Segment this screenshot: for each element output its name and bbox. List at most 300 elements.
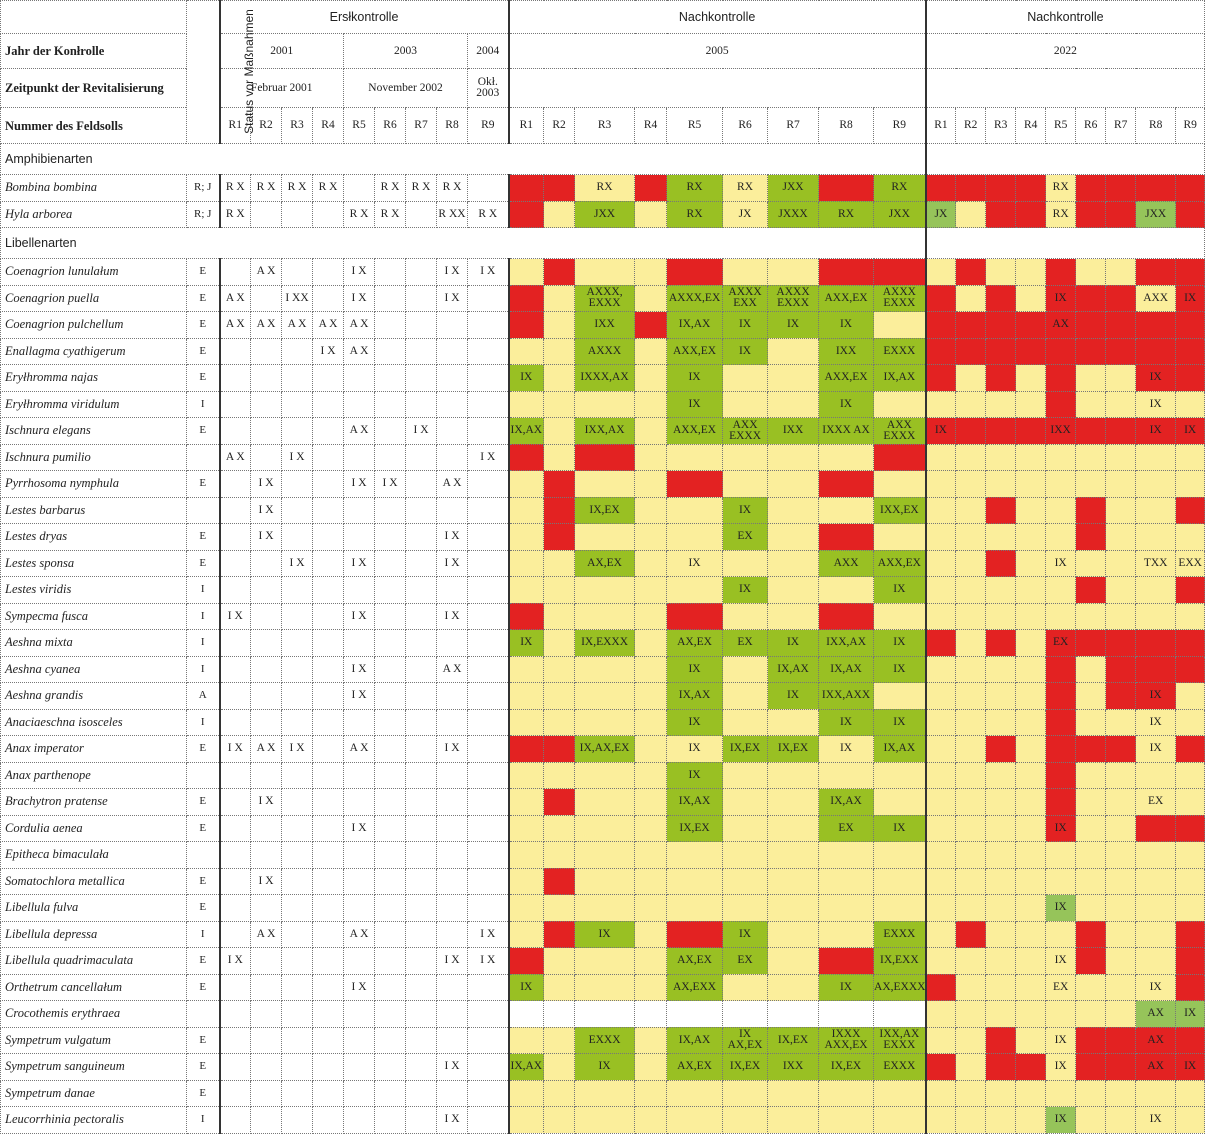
species-row-orthetrum-cancella-um [1,974,1205,1001]
erst-cell-r8 [437,842,468,869]
n2022-cell-r9 [1176,789,1205,816]
n2005-cell-r9: JXX [874,201,926,228]
n2022-cell-r2 [956,312,986,339]
erst-cell-r4 [313,709,344,736]
n2005-cell-r5 [667,444,723,471]
n2022-cell-r9: IX [1176,1054,1205,1081]
erst-cell-r1 [220,1027,251,1054]
erst-cell-r2 [251,1080,282,1107]
erst-cell-r8 [437,895,468,922]
table-body [1,144,1205,1134]
n2022-cell-r4 [1016,1001,1046,1028]
erst-cell-r1 [220,577,251,604]
erst-cell-r7 [406,948,437,975]
n2005-cell-r5: AX,EXX [667,974,723,1001]
erst-cell-r9: I X [468,259,509,286]
n2005-cell-r2 [544,630,575,657]
species-name: Brachytron pratense [1,789,187,816]
n2022-cell-r2 [956,524,986,551]
erst-cell-r4 [313,630,344,657]
year-2001: 2001 [220,34,344,69]
n2022-cell-r5 [1046,524,1076,551]
n2022-cell-r6 [1076,842,1106,869]
n2005-cell-r7 [768,497,819,524]
n2022-cell-r2 [956,391,986,418]
n2022-cell-r1: IX [926,418,956,445]
n2005-cell-r2 [544,974,575,1001]
n2005-cell-r4 [635,524,667,551]
erst-cell-r4: R X [313,175,344,202]
erst-cell-r4 [313,789,344,816]
n2005-cell-r6 [723,974,768,1001]
n2022-cell-r2 [956,259,986,286]
n2022-cell-r9 [1176,312,1205,339]
n2005-cell-r9: EXXX [874,338,926,365]
erst-cell-r6 [375,683,406,710]
n2005-cell-r2 [544,577,575,604]
n2022-cell-r5 [1046,365,1076,392]
erst-cell-r1 [220,789,251,816]
n2022-cell-r5 [1046,444,1076,471]
n2022-cell-r5: IX [1046,815,1076,842]
erst-cell-r5 [344,709,375,736]
erst-cell-r5: I X [344,550,375,577]
erst-cell-r6: I X [375,471,406,498]
n2022-cell-r4 [1016,1027,1046,1054]
n2005-cell-r9: IX [874,815,926,842]
erst-cell-r9 [468,842,509,869]
species-row-bombina-bombina [1,175,1205,202]
site-header-n2022-r7: R7 [1106,108,1136,144]
erst-cell-r1 [220,815,251,842]
erst-cell-r3: I X [282,444,313,471]
erst-cell-r3: I X [282,550,313,577]
erst-cell-r5: A X [344,921,375,948]
n2005-cell-r8: IX,AX [819,656,874,683]
n2022-cell-r1 [926,391,956,418]
erst-cell-r8: A X [437,656,468,683]
n2022-cell-r1 [926,471,956,498]
n2005-cell-r7: AXXX EXXX [768,285,819,312]
n2005-cell-r6: IX AX,EX [723,1027,768,1054]
n2022-cell-r9 [1176,1107,1205,1134]
status-cell [187,444,220,471]
n2022-cell-r9 [1176,175,1205,202]
n2005-cell-r9: IX [874,656,926,683]
species-name: Pyrrhosoma nymphula [1,471,187,498]
n2005-cell-r2 [544,338,575,365]
erst-cell-r6 [375,285,406,312]
n2005-cell-r3 [575,444,635,471]
n2022-cell-r4 [1016,550,1046,577]
n2005-cell-r7: IX [768,312,819,339]
group-erstkontrolle: Ersłkontrolle [220,1,509,34]
site-header-n2005-r3: R3 [575,108,635,144]
n2005-cell-r4 [635,736,667,763]
erst-cell-r6 [375,444,406,471]
n2022-cell-r5 [1046,497,1076,524]
n2022-cell-r3 [986,1080,1016,1107]
n2005-cell-r8 [819,497,874,524]
n2022-cell-r6 [1076,630,1106,657]
n2022-cell-r4 [1016,312,1046,339]
erst-cell-r2 [251,895,282,922]
species-name: Sympetrum sanguineum [1,1054,187,1081]
n2005-cell-r1: IX [509,630,544,657]
n2022-cell-r2 [956,683,986,710]
n2005-cell-r8 [819,895,874,922]
erst-cell-r9 [468,1080,509,1107]
n2005-cell-r6: RX [723,175,768,202]
n2005-cell-r4 [635,683,667,710]
n2005-cell-r4 [635,709,667,736]
n2022-cell-r3 [986,175,1016,202]
species-row-somatochlora-metallica [1,868,1205,895]
n2005-cell-r7 [768,338,819,365]
n2005-cell-r3 [575,577,635,604]
erst-cell-r4 [313,656,344,683]
n2022-cell-r6 [1076,789,1106,816]
n2022-cell-r8 [1136,471,1176,498]
n2022-cell-r3 [986,365,1016,392]
n2022-cell-r2 [956,1080,986,1107]
status-cell [187,842,220,869]
n2005-cell-r7 [768,868,819,895]
n2022-cell-r3 [986,577,1016,604]
n2005-cell-r5: IX,EX [667,815,723,842]
n2022-cell-r5 [1046,656,1076,683]
n2005-cell-r8 [819,175,874,202]
n2005-cell-r8: IX [819,391,874,418]
n2022-cell-r4 [1016,948,1046,975]
n2022-cell-r5 [1046,259,1076,286]
n2005-cell-r9 [874,842,926,869]
erst-cell-r6 [375,762,406,789]
n2022-cell-r4 [1016,709,1046,736]
n2022-cell-r5: IX [1046,1027,1076,1054]
date-okt-2003: Okł. 2003 [468,69,509,108]
erst-cell-r8: A X [437,471,468,498]
status-cell: E [187,418,220,445]
erst-cell-r2: I X [251,524,282,551]
erst-cell-r5 [344,762,375,789]
n2022-cell-r3 [986,736,1016,763]
erst-cell-r1: I X [220,948,251,975]
erst-cell-r5 [344,895,375,922]
erst-cell-r7 [406,868,437,895]
erst-cell-r3 [282,868,313,895]
n2005-cell-r8: IX [819,736,874,763]
n2022-cell-r6 [1076,974,1106,1001]
n2022-cell-r8 [1136,524,1176,551]
n2022-cell-r6 [1076,312,1106,339]
n2005-cell-r1 [509,391,544,418]
n2005-cell-r4 [635,603,667,630]
erst-cell-r3 [282,577,313,604]
erst-cell-r1: R X [220,175,251,202]
n2005-cell-r6: IX [723,497,768,524]
status-cell: I [187,709,220,736]
erst-cell-r4 [313,921,344,948]
n2022-cell-r6 [1076,365,1106,392]
n2005-cell-r1 [509,285,544,312]
n2022-cell-r5: IX [1046,895,1076,922]
n2022-cell-r5: AX [1046,312,1076,339]
n2005-cell-r2 [544,418,575,445]
n2022-cell-r8: IX [1136,709,1176,736]
erst-cell-r2 [251,201,282,228]
n2022-cell-r2 [956,974,986,1001]
n2005-cell-r7: IX,EX [768,1027,819,1054]
date-november-2002: November 2002 [344,69,468,108]
n2005-cell-r3 [575,789,635,816]
erst-cell-r9 [468,815,509,842]
n2005-cell-r5 [667,577,723,604]
erst-cell-r5: I X [344,683,375,710]
n2005-cell-r6: AXXX EXX [723,285,768,312]
erst-cell-r7 [406,1054,437,1081]
n2022-cell-r5 [1046,921,1076,948]
site-header-n2022-r8: R8 [1136,108,1176,144]
n2022-cell-r6 [1076,418,1106,445]
status-cell: R; J [187,175,220,202]
n2022-cell-r5 [1046,762,1076,789]
erst-cell-r3: I X [282,736,313,763]
site-header-n2022-r5: R5 [1046,108,1076,144]
n2005-cell-r9 [874,1107,926,1134]
n2005-cell-r7 [768,948,819,975]
n2005-cell-r7 [768,444,819,471]
n2005-cell-r3: IX,AX,EX [575,736,635,763]
erst-cell-r7 [406,259,437,286]
n2022-cell-r7 [1106,259,1136,286]
erst-cell-r8 [437,365,468,392]
species-row-lestes-barbarus [1,497,1205,524]
erst-cell-r8 [437,391,468,418]
erst-cell-r9: I X [468,948,509,975]
erst-cell-r6 [375,630,406,657]
date-februar-2001: Februar 2001 [220,69,344,108]
n2005-cell-r1 [509,1080,544,1107]
erst-cell-r1 [220,868,251,895]
erst-cell-r6: R X [375,175,406,202]
n2005-cell-r6 [723,391,768,418]
n2022-cell-r3 [986,815,1016,842]
n2022-cell-r8 [1136,338,1176,365]
erst-cell-r5 [344,1054,375,1081]
n2005-cell-r8 [819,1001,874,1028]
n2022-cell-r3 [986,948,1016,975]
n2005-cell-r3 [575,948,635,975]
n2005-cell-r2 [544,842,575,869]
n2005-cell-r5: IX [667,391,723,418]
n2022-cell-r7 [1106,974,1136,1001]
n2022-cell-r3 [986,418,1016,445]
erst-cell-r2 [251,1027,282,1054]
erst-cell-r4 [313,201,344,228]
n2022-cell-r9 [1176,921,1205,948]
n2022-cell-r9 [1176,201,1205,228]
erst-cell-r3: A X [282,312,313,339]
erst-cell-r5 [344,1080,375,1107]
n2022-cell-r8 [1136,1080,1176,1107]
n2005-cell-r3: JXX [575,201,635,228]
year-2022: 2022 [926,34,1205,69]
n2022-cell-r4 [1016,391,1046,418]
species-name: Coenagrion pulchellum [1,312,187,339]
n2022-cell-r2 [956,1001,986,1028]
site-header-n2022-r4: R4 [1016,108,1046,144]
n2022-cell-r4 [1016,444,1046,471]
n2005-cell-r7 [768,577,819,604]
erst-cell-r1: A X [220,285,251,312]
species-name: Crocothemis erythraea [1,1001,187,1028]
n2005-cell-r6 [723,365,768,392]
n2022-cell-r7 [1106,1054,1136,1081]
erst-cell-r6 [375,497,406,524]
n2022-cell-r9 [1176,815,1205,842]
n2022-cell-r4 [1016,656,1046,683]
erst-cell-r1: I X [220,736,251,763]
species-name: Enallagma cyathigerum [1,338,187,365]
n2005-cell-r9 [874,524,926,551]
erst-cell-r1: A X [220,312,251,339]
n2005-cell-r6 [723,868,768,895]
erst-cell-r4 [313,550,344,577]
erst-cell-r6 [375,842,406,869]
erst-cell-r8: I X [437,550,468,577]
n2005-cell-r5 [667,1001,723,1028]
status-cell: I [187,577,220,604]
erst-cell-r8 [437,815,468,842]
n2005-cell-r4 [635,1027,667,1054]
n2005-cell-r4 [635,1080,667,1107]
species-row-sympetrum-vulgatum [1,1027,1205,1054]
n2005-cell-r7 [768,259,819,286]
erst-cell-r6 [375,259,406,286]
erst-cell-r9 [468,895,509,922]
erst-cell-r2 [251,762,282,789]
erst-cell-r3 [282,815,313,842]
n2022-cell-r9 [1176,895,1205,922]
status-cell: E [187,868,220,895]
n2005-cell-r4 [635,1054,667,1081]
n2022-cell-r2 [956,577,986,604]
erst-cell-r5 [344,789,375,816]
corner-cell [1,1,187,34]
n2022-cell-r1 [926,762,956,789]
n2022-cell-r4 [1016,1054,1046,1081]
n2005-cell-r8: RX [819,201,874,228]
erst-cell-r8 [437,418,468,445]
n2005-cell-r6: EX [723,948,768,975]
n2005-cell-r9 [874,603,926,630]
erst-cell-r8 [437,1080,468,1107]
n2022-cell-r5: IX [1046,550,1076,577]
n2022-cell-r4 [1016,842,1046,869]
species-row-sympetrum-sanguineum [1,1054,1205,1081]
erst-cell-r1 [220,259,251,286]
n2005-cell-r4 [635,868,667,895]
n2022-cell-r5: EX [1046,630,1076,657]
erst-cell-r5 [344,365,375,392]
n2005-cell-r2 [544,603,575,630]
n2022-cell-r9 [1176,603,1205,630]
n2005-cell-r3 [575,391,635,418]
site-header-erst-r8: R8 [437,108,468,144]
erst-cell-r9: R X [468,201,509,228]
n2022-cell-r9 [1176,338,1205,365]
n2005-cell-r3: IX,EX [575,497,635,524]
erst-cell-r8 [437,312,468,339]
n2005-cell-r5: AX,EX [667,1054,723,1081]
n2022-cell-r2 [956,815,986,842]
year-2005: 2005 [509,34,926,69]
n2005-cell-r3 [575,974,635,1001]
n2005-cell-r8 [819,842,874,869]
site-header-n2022-r3: R3 [986,108,1016,144]
site-header-n2022-r9: R9 [1176,108,1205,144]
erst-cell-r9 [468,868,509,895]
n2022-cell-r6 [1076,338,1106,365]
n2022-cell-r2 [956,842,986,869]
erst-cell-r2: A X [251,921,282,948]
n2005-cell-r8 [819,762,874,789]
n2022-cell-r4 [1016,736,1046,763]
erst-cell-r6 [375,948,406,975]
n2005-cell-r7 [768,365,819,392]
erst-cell-r8 [437,868,468,895]
n2022-cell-r8 [1136,577,1176,604]
site-header-n2022-r1: R1 [926,108,956,144]
n2005-cell-r9: AXX EXXX [874,418,926,445]
species-name: Ischnura elegans [1,418,187,445]
erst-cell-r6 [375,709,406,736]
site-header-n2005-r5: R5 [667,108,723,144]
date-empty-2022 [926,69,1205,108]
erst-cell-r4 [313,471,344,498]
n2005-cell-r1 [509,338,544,365]
n2022-cell-r8: EX [1136,789,1176,816]
erst-cell-r2 [251,444,282,471]
n2005-cell-r3: RX [575,175,635,202]
n2005-cell-r2 [544,497,575,524]
n2022-cell-r2 [956,497,986,524]
n2005-cell-r3: IXX [575,312,635,339]
n2005-cell-r1 [509,444,544,471]
n2005-cell-r2 [544,365,575,392]
n2005-cell-r9: AXX,EX [874,550,926,577]
n2005-cell-r8 [819,1080,874,1107]
n2005-cell-r5 [667,471,723,498]
n2022-cell-r2 [956,921,986,948]
n2005-cell-r6: AXX EXXX [723,418,768,445]
n2005-cell-r2 [544,656,575,683]
species-row-coenagrion-lunula-um [1,259,1205,286]
erst-cell-r6 [375,1080,406,1107]
n2022-cell-r7 [1106,736,1136,763]
erst-cell-r2 [251,577,282,604]
species-name: Lestes dryas [1,524,187,551]
species-name: Epitheca bimaculała [1,842,187,869]
species-name: Sympecma fusca [1,603,187,630]
erst-cell-r9 [468,709,509,736]
n2005-cell-r4 [635,974,667,1001]
status-cell: E [187,895,220,922]
n2022-cell-r2 [956,868,986,895]
n2005-cell-r4 [635,948,667,975]
n2005-cell-r8: IXXX AX [819,418,874,445]
